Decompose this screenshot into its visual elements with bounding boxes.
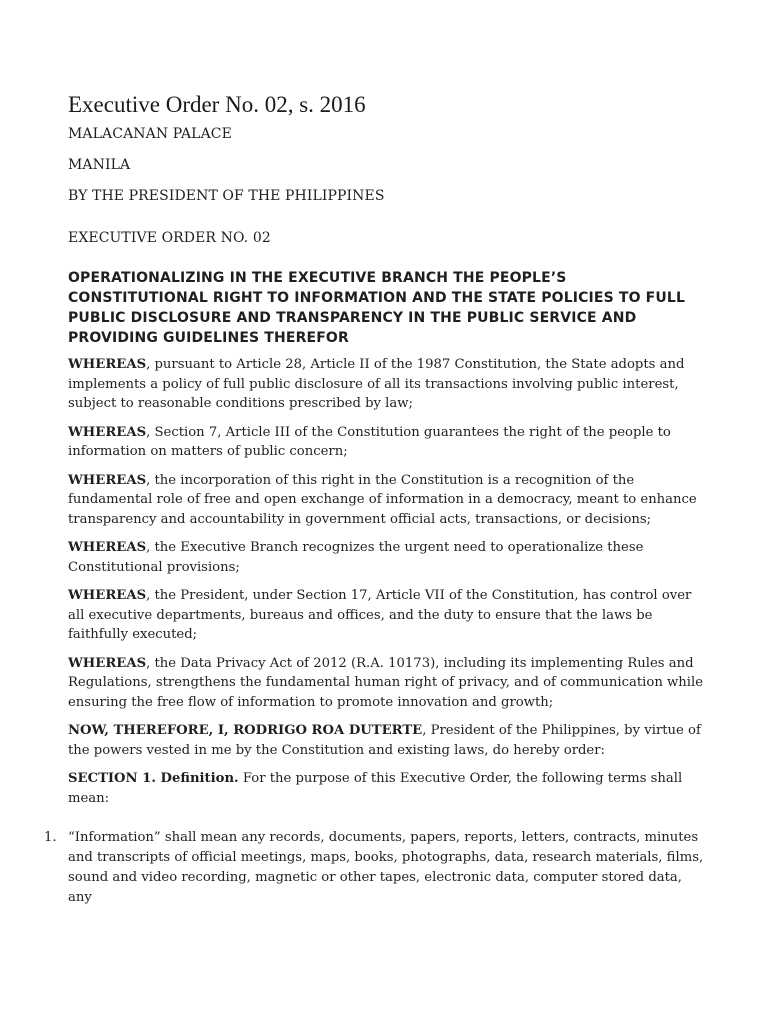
palace-line: MALACANAN PALACE bbox=[68, 126, 232, 142]
paragraph-lead: WHEREAS bbox=[68, 472, 147, 488]
section-title: SECTION 1. Definition. bbox=[68, 771, 239, 786]
whereas-paragraph bbox=[68, 423, 708, 462]
city-line: MANILA bbox=[68, 157, 131, 173]
whereas-paragraph bbox=[68, 586, 708, 645]
paragraph-lead: WHEREAS bbox=[68, 424, 147, 440]
paragraph-text: , the Executive Branch recognizes the urgent need to operationalize these Constitutional provisions; bbox=[68, 540, 644, 575]
issuer-line: BY THE PRESIDENT OF THE PHILIPPINES bbox=[68, 188, 385, 204]
whereas-paragraph bbox=[68, 654, 708, 713]
paragraph-text: , the incorporation of this right in the Constitution is a recognition of the fundamental role of free and open exchange of information in a democracy, meant to enhance transparency and accountability in government official acts, transactions, or decisions; bbox=[68, 472, 697, 527]
list-item-number: 1. bbox=[44, 830, 57, 845]
paragraph-lead: WHEREAS bbox=[68, 655, 147, 671]
paragraph-text: , President of the Philippines, by virtue of the powers vested in me by the Constitution and existing laws, do hereby order: bbox=[68, 723, 701, 758]
paragraph-text: , the Data Privacy Act of 2012 (R.A. 10173), including its implementing Rules and Regulations, strengthens the fundamental human right of privacy, and of communication while ensuring the free flow of information to promote innovation and growth; bbox=[68, 655, 704, 710]
whereas-paragraph bbox=[68, 538, 708, 577]
order-subject: OPERATIONALIZING IN THE EXECUTIVE BRANCH THE PEOPLE’S CONSTITUTIONAL RIGHT TO INFORMATION AND THE STATE POLICIES TO FULL PUBLIC DISCLOSURE AND TRANSPARENCY IN THE PUBLIC SERVICE AND PROVIDING GUIDELINES THEREFOR bbox=[68, 270, 686, 346]
whereas-paragraph bbox=[68, 471, 708, 530]
section-heading-paragraph bbox=[68, 769, 708, 808]
whereas-paragraph bbox=[68, 355, 708, 414]
paragraph-text: , Section 7, Article III of the Constitution guarantees the right of the people to information on matters of public concern; bbox=[68, 424, 671, 459]
order-number-line: EXECUTIVE ORDER NO. 02 bbox=[68, 230, 271, 246]
list-item-text: “Information” shall mean any records, documents, papers, reports, letters, contracts, minutes and transcripts of official meetings, maps, books, photographs, data, research materials, films, sound and video recording, magnetic or other tapes, electronic data, computer stored data, any bbox=[68, 830, 704, 905]
definitions-list bbox=[44, 828, 708, 908]
document-page bbox=[44, 90, 708, 908]
document-title: Executive Order No. 02, s. 2016 bbox=[68, 92, 366, 117]
paragraph-lead: NOW, THEREFORE, I, RODRIGO ROA DUTERTE bbox=[68, 723, 423, 738]
order-clause bbox=[68, 721, 708, 760]
list-item bbox=[44, 828, 708, 908]
paragraph-lead: WHEREAS bbox=[68, 357, 147, 372]
paragraph-text: , the President, under Section 17, Article VII of the Constitution, has control over all executive departments, bureaus and offices, and the duty to ensure that the laws be faithfully executed; bbox=[68, 588, 692, 642]
paragraph-lead: WHEREAS bbox=[68, 540, 147, 555]
paragraph-text: , pursuant to Article 28, Article II of the 1987 Constitution, the State adopts and implements a policy of full public disclosure of all its transactions involving public interest, subject to reasonable conditions prescribed by law; bbox=[68, 357, 685, 411]
paragraph-lead: WHEREAS bbox=[68, 588, 147, 603]
paragraph-text: For the purpose of this Executive Order, the following terms shall mean: bbox=[68, 771, 683, 806]
